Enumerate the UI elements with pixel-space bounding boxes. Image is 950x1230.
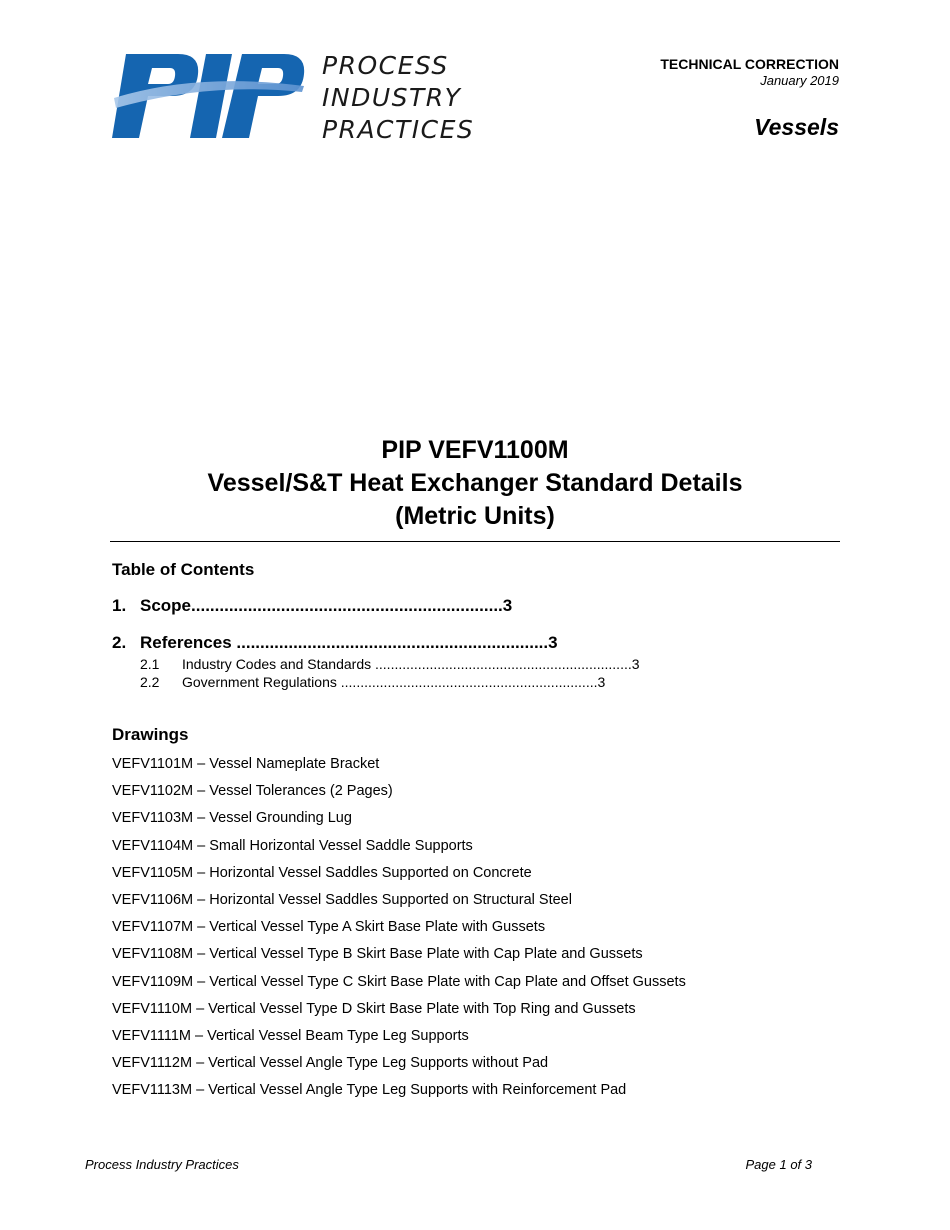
logo-line-industry: INDUSTRY	[322, 83, 462, 112]
toc-subentry-label: Government Regulations	[182, 674, 337, 690]
toc-entry-scope[interactable]	[112, 596, 513, 616]
title-divider	[110, 541, 840, 542]
footer-organization: Process Industry Practices	[85, 1157, 239, 1172]
header-info	[660, 56, 839, 89]
drawing-item[interactable]: VEFV1113M – Vertical Vessel Angle Type Leg Supports with Reinforcement Pad	[112, 1082, 627, 1099]
drawing-item[interactable]: VEFV1111M – Vertical Vessel Beam Type Leg Supports	[112, 1027, 469, 1044]
drawing-item[interactable]: VEFV1106M – Horizontal Vessel Saddles Supported on Structural Steel	[112, 891, 572, 908]
toc-entry-label: References	[140, 633, 232, 652]
drawing-item[interactable]: VEFV1112M – Vertical Vessel Angle Type Leg Supports without Pad	[112, 1055, 549, 1072]
title-line-2: Vessel/S&T Heat Exchanger Standard Details	[207, 469, 743, 497]
toc-subentry-number: 2.1	[140, 656, 160, 672]
toc-leader-dots: ..................................................................	[191, 596, 503, 615]
title-line-1: PIP VEFV1100M	[381, 436, 569, 464]
title-line-3: (Metric Units)	[395, 502, 555, 530]
logo-wordmark	[322, 50, 474, 146]
toc-entry-industry-codes[interactable]	[140, 656, 640, 672]
toc-entry-number: 2.	[112, 633, 127, 652]
toc-entry-government-regulations[interactable]	[140, 674, 606, 690]
toc-subentry-page: 3	[597, 674, 606, 690]
toc-heading: Table of Contents	[112, 560, 255, 579]
toc-entry-references[interactable]	[112, 633, 558, 653]
footer-page-number: Page 1 of 3	[745, 1157, 812, 1172]
header-date: January 2019	[760, 73, 839, 88]
drawing-item[interactable]: VEFV1102M – Vessel Tolerances (2 Pages)	[112, 783, 393, 800]
toc-subentry-page: 3	[631, 656, 640, 672]
drawing-item[interactable]: VEFV1103M – Vessel Grounding Lug	[112, 810, 352, 827]
category-label: Vessels	[754, 114, 839, 140]
drawing-item[interactable]: VEFV1104M – Small Horizontal Vessel Saddle Supports	[112, 837, 473, 854]
toc-entry-page: 3	[502, 596, 513, 615]
drawing-item[interactable]: VEFV1109M – Vertical Vessel Type C Skirt Base Plate with Cap Plate and Offset Gussets	[112, 973, 686, 990]
toc-subentry-label: Industry Codes and Standards	[182, 656, 372, 672]
drawings-list	[112, 754, 686, 1107]
drawing-item[interactable]: VEFV1108M – Vertical Vessel Type B Skirt Base Plate with Cap Plate and Gussets	[112, 946, 643, 963]
drawings-heading: Drawings	[112, 725, 189, 744]
drawing-item[interactable]: VEFV1107M – Vertical Vessel Type A Skirt Base Plate with Gussets	[112, 919, 546, 936]
toc-subentry-number: 2.2	[140, 674, 160, 690]
toc-entry-page: 3	[548, 633, 558, 652]
toc-entry-label: Scope	[140, 596, 192, 615]
toc-leader-dots: ..................................................................	[371, 656, 632, 672]
toc-leader-dots: ..................................................................	[231, 633, 549, 652]
drawing-item[interactable]: VEFV1110M – Vertical Vessel Type D Skirt Base Plate with Top Ring and Gussets	[112, 1000, 636, 1017]
toc-leader-dots: ..................................................................	[336, 674, 598, 690]
logo-line-process: PROCESS	[322, 51, 449, 80]
document-title	[0, 434, 950, 533]
drawing-item[interactable]: VEFV1105M – Horizontal Vessel Saddles Supported on Concrete	[112, 864, 532, 881]
toc-entry-number: 1.	[112, 596, 127, 615]
logo-line-practices: PRACTICES	[322, 115, 475, 144]
pip-logo-mark	[108, 50, 308, 142]
drawing-item[interactable]: VEFV1101M – Vessel Nameplate Bracket	[112, 756, 380, 772]
technical-correction-label: TECHNICAL CORRECTION	[660, 56, 839, 72]
